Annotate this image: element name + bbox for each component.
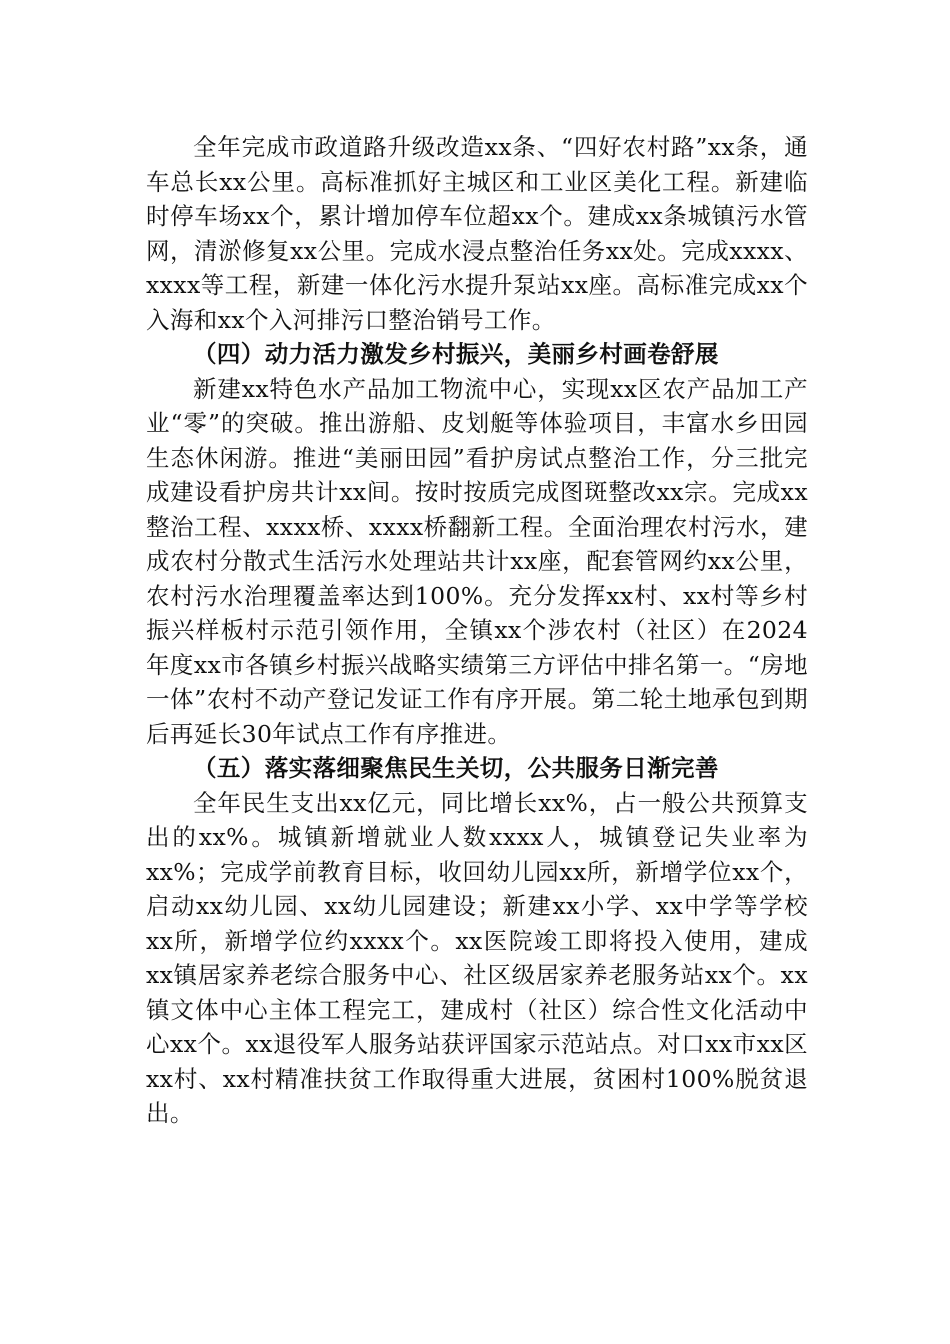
- section-heading-public-services: （五）落实落细聚焦民生关切，公共服务日渐完善: [193, 754, 719, 782]
- paragraph-infrastructure: 全年完成市政道路升级改造xx条、“四好农村路”xx条，通车总长xx公里。高标准抓好主城区和工业区美化工程。新建临时停车场xx个，累计增加停车位超xx个。建成xx条城镇污水管网，清淤修复xx公里。完成水浸点整治任务xx处。完成xxxx、xxxx等工程，新建一体化污水提升泵站xx座。高标准完成xx个入海和xx个入河排污口整治销号工作。: [146, 133, 808, 334]
- section-heading-rural-revitalization: （四）动力活力激发乡村振兴，美丽乡村画卷舒展: [193, 340, 719, 368]
- document-page: [146, 130, 808, 1131]
- paragraph-rural-revitalization: 新建xx特色水产品加工物流中心，实现xx区农产品加工产业“零”的突破。推出游船、皮划艇等体验项目，丰富水乡田园生态休闲游。推进“美丽田园”看护房试点整治工作，分三批完成建设看护房共计xx间。按时按质完成图斑整改xx宗。完成xx整治工程、xxxx桥、xxxx桥翻新工程。全面治理农村污水，建成农村分散式生活污水处理站共计xx座，配套管网约xx公里，农村污水治理覆盖率达到100%。充分发挥xx村、xx村等乡村振兴样板村示范引领作用，全镇xx个涉农村（社区）在2024年度xx市各镇乡村振兴战略实绩第三方评估中排名第一。“房地一体”农村不动产登记发证工作有序开展。第二轮土地承包到期后再延长30年试点工作有序推进。: [146, 374, 808, 748]
- paragraph-public-services: 全年民生支出xx亿元，同比增长xx%，占一般公共预算支出的xx%。城镇新增就业人数xxxx人，城镇登记失业率为xx%；完成学前教育目标，收回幼儿园xx所，新增学位xx个，启动xx幼儿园、xx幼儿园建设；新建xx小学、xx中学等学校xx所，新增学位约xxxx个。xx医院竣工即将投入使用，建成xx镇居家养老综合服务中心、社区级居家养老服务站xx个。xx镇文体中心主体工程完工，建成村（社区）综合性文化活动中心xx个。xx退役军人服务站获评国家示范站点。对口xx市xx区xx村、xx村精准扶贫工作取得重大进展，贫困村100%脱贫退出。: [146, 788, 808, 1127]
